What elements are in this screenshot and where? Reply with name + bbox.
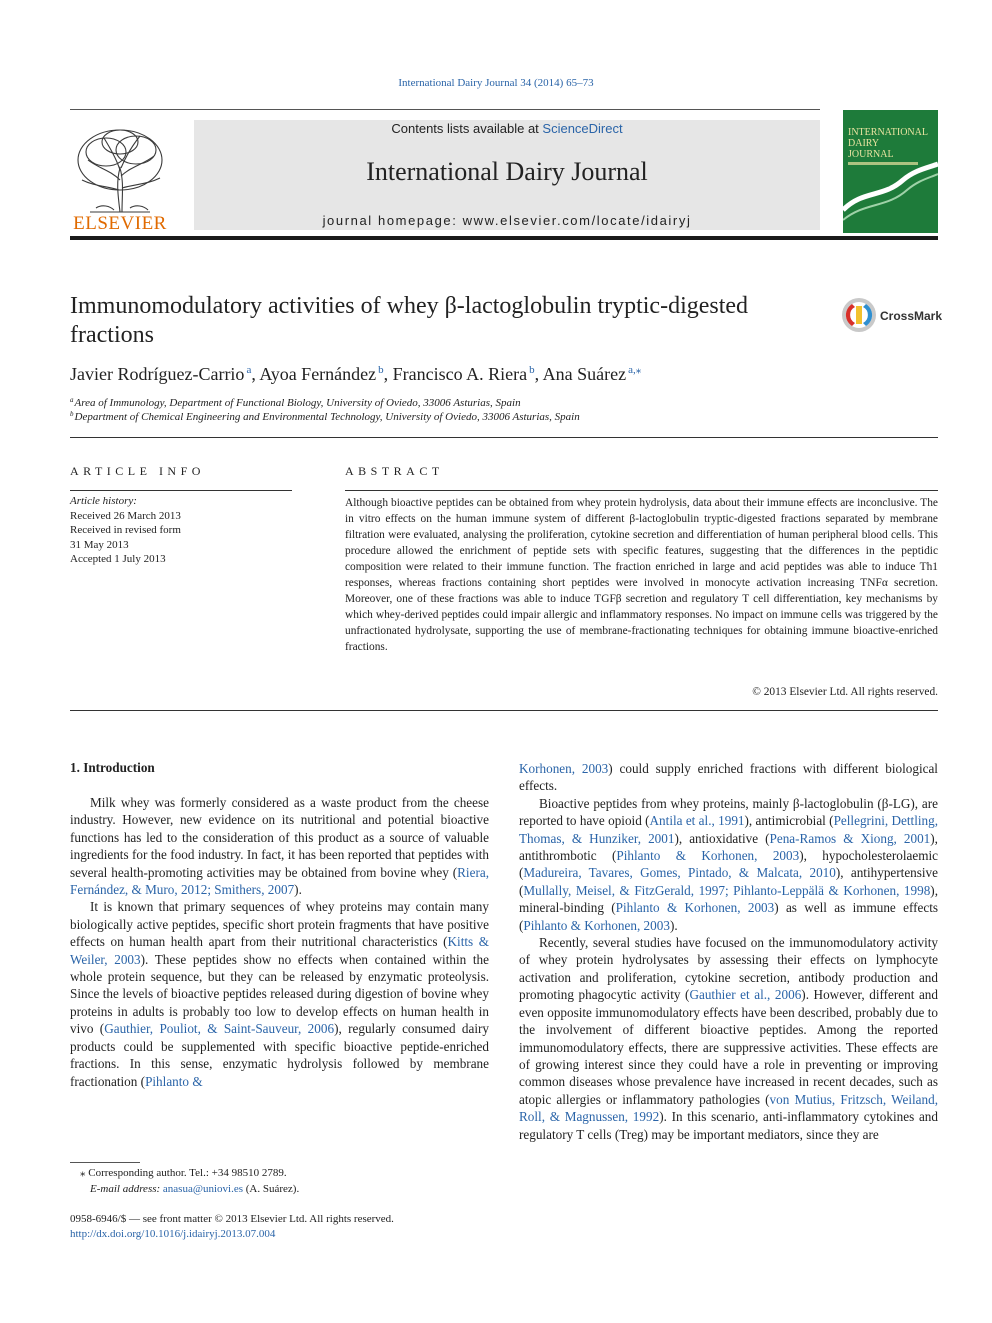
cover-wave-graphic (843, 110, 938, 233)
footnote-rule (70, 1162, 140, 1163)
paragraph-text: ). These peptides show no effects when contained within the whole protein sequence, but they can be released by enzymatic proteolysis. Since the levels of bioactive peptides released during digestion of bovine whey proteins in adults is probably too low to develop effects on human health in vivo ( (70, 951, 489, 1037)
paragraph-text: Recently, several studies have focused on the immunomodulatory activity of whey protein hydrolysates by assessing their effects on lymphocyte activation and proliferation, cytokine secretion, antibody production and promoting phagocytic activity ( (519, 935, 938, 1003)
reference-link[interactable]: von Mutius, Fritzsch, Weiland, Roll, & Magnussen, 1992 (519, 1091, 939, 1125)
crossmark-icon[interactable] (841, 297, 877, 333)
paragraph-text: Milk whey was formerly considered as a waste product from the cheese industry. However, new evidence on its nutritional and potential bioactive functions has led to the consideration of this product as a source of valuable ingredients for the food industry. In fact, it has been reported that peptides with several health-promoting activities may be obtained from bovine whey ( (70, 795, 489, 880)
author-name[interactable]: Javier Rodríguez-Carrio (70, 364, 245, 384)
paragraph (519, 934, 938, 1143)
history-item: 31 May 2013 (70, 538, 129, 551)
paragraph (70, 794, 489, 898)
paragraph-text: ). In this scenario, anti-inflammatory cytokines and regulatory T cells (Treg) may be important mediators, since they are (519, 1109, 938, 1142)
history-label: Article history: (70, 495, 137, 507)
reference-link[interactable]: Kitts & Weiler, 2003 (70, 934, 490, 967)
body-column-left (70, 794, 489, 1090)
reference-link[interactable]: Pellegrini, Dettling, Thomas, & Hunziker, 2001 (519, 813, 939, 846)
reference-link[interactable]: Pena-Ramos & Xiong, 2001 (769, 830, 931, 846)
reference-link[interactable]: Pihlanto & Korhonen, 2003 (523, 917, 670, 933)
paragraph-text: It is known that primary sequences of whey proteins may contain many biologically active peptides, specific short protein fragments that have positive effects on human health apart from their nutritional characteristics ( (70, 899, 489, 950)
article-title: Immunomodulatory activities of whey β-lactoglobulin tryptic-digested fractions (70, 293, 749, 348)
section-rule (70, 437, 938, 438)
footnotes (70, 1166, 490, 1197)
section-heading-introduction: 1. Introduction (70, 760, 155, 775)
reference-link[interactable]: Gauthier et al., 2006 (689, 987, 802, 1003)
paragraph-text: ), regularly consumed dairy products could be supplemented with specific bioactive peptide-enriched fractions. In this sense, enzymatic hydrolysis followed by membrane fractionation ( (70, 1021, 489, 1089)
abstract-text: Although bioactive peptides can be obtained from whey protein hydrolysis, data about their immune effects are inconclusive. The in vitro effects on the human immune system of different β-lactoglobulin tryptic-digested fractions separated by membrane filtration were evaluated, analysing the proliferation, cytokine secretion and differentiation of human peripheral blood cells. This procedure allowed the enrichment of peptide sets with specific features, suggesting that the differences in the peptidic composition were related to their immune function. The fraction enriched in large and acid peptides was able to induce Th1 responses, whereas fractions containing short peptides were involved in monocyte activation increasing TNFα secretion. Moreover, one of these fractions was able to induce TGFβ secretion and regulatory T cell differentiation, key mechanisms by which whey-derived peptides could impair allergic and inflammatory responses. No impact on immune cells was triggered by the unfractionated hydrolysate, supporting the use of membrane-fractionating techniques for obtaining immune bioactive-enriched fractions. (345, 497, 938, 653)
paragraph-text: ), hypocholesterolaemic ( (519, 848, 938, 881)
paragraph (70, 898, 489, 1089)
author-name[interactable]: Ana Suárez (542, 364, 627, 384)
affiliation-text: Department of Chemical Engineering and Environmental Technology, University of Oviedo, 33006 Asturias, Spain (74, 411, 580, 423)
front-matter-info (70, 1212, 490, 1241)
issn-line: 0958-6946/$ — see front matter © 2013 Elsevier Ltd. All rights reserved. (70, 1213, 394, 1225)
paragraph-text: ), antioxidative ( (674, 830, 770, 846)
abstract-heading: ABSTRACT (345, 464, 444, 478)
affiliation-mark: b (70, 410, 74, 418)
email-label: E-mail address: (90, 1182, 163, 1195)
author-affiliation-mark[interactable]: a,⁎ (628, 364, 642, 376)
paragraph-text: ), mineral-binding ( (519, 882, 938, 916)
author-separator: , (383, 364, 393, 384)
journal-homepage[interactable]: journal homepage: www.elsevier.com/locate/idairyj (322, 213, 692, 228)
abstract-rule (345, 490, 938, 491)
email-suffix: (A. Suárez). (243, 1182, 300, 1195)
email-link[interactable]: anasua@uniovi.es (162, 1182, 244, 1195)
affiliation-text: Area of Immunology, Department of Functional Biology, University of Oviedo, 33006 Asturias, Spain (74, 397, 521, 409)
paragraph-text: ), antithrombotic ( (519, 830, 938, 864)
affiliation-a (70, 396, 930, 409)
reference-link[interactable]: Riera, Fernández, & Muro, 2012; Smithers, 2007 (70, 864, 489, 898)
contents-prefix: Contents lists available at (391, 121, 543, 136)
copyright-notice: © 2013 Elsevier Ltd. All rights reserved. (752, 686, 938, 698)
journal-cover-image (843, 110, 938, 233)
paragraph-text: Bioactive peptides from whey proteins, mainly β-lactoglobulin (β-LG), are reported to have opioid ( (519, 795, 938, 829)
reference-link[interactable]: Pihlanto & Korhonen, 2003 (616, 848, 800, 864)
reference-link[interactable]: Gauthier, Pouliot, & Saint-Sauveur, 2006 (104, 1021, 335, 1037)
reference-link[interactable]: Korhonen, 2003 (519, 761, 609, 776)
author-separator: , (534, 364, 543, 384)
paragraph-text: ). However, different and even opposite immunomodulatory effects have been described, probably due to the involvement of different bioactive peptides. Among the reported immunomodulatory effects, there are suppressive activities. These effects are of growing interest since they could have a role in preventing or improving common diseases whose prevalence have increased in recent decades, such as atopic allergies or inflammatory pathologies ( (519, 987, 938, 1107)
contents-line (194, 121, 820, 136)
author-affiliation-mark[interactable]: b (378, 364, 384, 376)
author-affiliation-mark[interactable]: b (529, 364, 535, 376)
paragraph-text: ), antimicrobial ( (744, 813, 834, 829)
publisher-wordmark: ELSEVIER (73, 213, 167, 234)
paragraph-text: ), antihypertensive ( (519, 865, 939, 898)
reference-link[interactable]: Pihlanto & Korhonen, 2003 (615, 900, 775, 916)
reference-link[interactable]: Antila et al., 1991 (649, 813, 745, 829)
paragraph (519, 760, 938, 795)
author-name[interactable]: Ayoa Fernández (259, 364, 377, 384)
article-info-rule (70, 490, 292, 491)
journal-title: International Dairy Journal (366, 157, 648, 186)
history-item: Accepted 1 July 2013 (70, 553, 166, 565)
corresponding-author-note: ⁎ Corresponding author. Tel.: +34 98510 2789. (80, 1167, 287, 1179)
body-column-right (519, 760, 938, 1143)
article-info-heading: ARTICLE INFO (70, 464, 205, 478)
history-item: Received in revised form (70, 524, 181, 536)
author-separator: , (251, 364, 260, 384)
affiliation-mark: a (70, 396, 74, 404)
history-item: Received 26 March 2013 (70, 509, 181, 522)
crossmark-label[interactable]: CrossMark (880, 309, 943, 323)
reference-link[interactable]: Madureira, Tavares, Gomes, Pintado, & Malcata, 2010 (523, 865, 836, 881)
reference-link[interactable]: Mullally, Meisel, & FitzGerald, 1997; Pihlanto-Leppälä & Korhonen, 1998 (523, 882, 931, 898)
article-history (70, 494, 300, 567)
paragraph-text: ) as well as immune effects ( (519, 900, 938, 933)
doi-link[interactable]: http://dx.doi.org/10.1016/j.idairyj.2013.07.004 (70, 1227, 276, 1240)
sciencedirect-link[interactable]: ScienceDirect (542, 121, 623, 136)
paragraph-text: ). (669, 917, 678, 933)
paragraph (519, 795, 938, 934)
header-thick-rule (70, 236, 938, 240)
section-rule (70, 710, 938, 711)
header-rule (70, 109, 820, 110)
paragraph-text: ) could supply enriched fractions with different biological effects. (519, 761, 938, 794)
author-name[interactable]: Francisco A. Riera (392, 364, 528, 384)
email-note (70, 1182, 490, 1198)
author-list (70, 363, 930, 385)
paragraph-text: ). (294, 882, 302, 898)
cover-title: INTERNATIONAL DAIRY JOURNAL (848, 127, 928, 160)
affiliation-b (70, 410, 930, 423)
journal-citation[interactable]: International Dairy Journal 34 (2014) 65–73 (398, 77, 594, 89)
reference-link[interactable]: Pihlanto & (145, 1073, 203, 1089)
author-affiliation-mark[interactable]: a (246, 364, 252, 376)
